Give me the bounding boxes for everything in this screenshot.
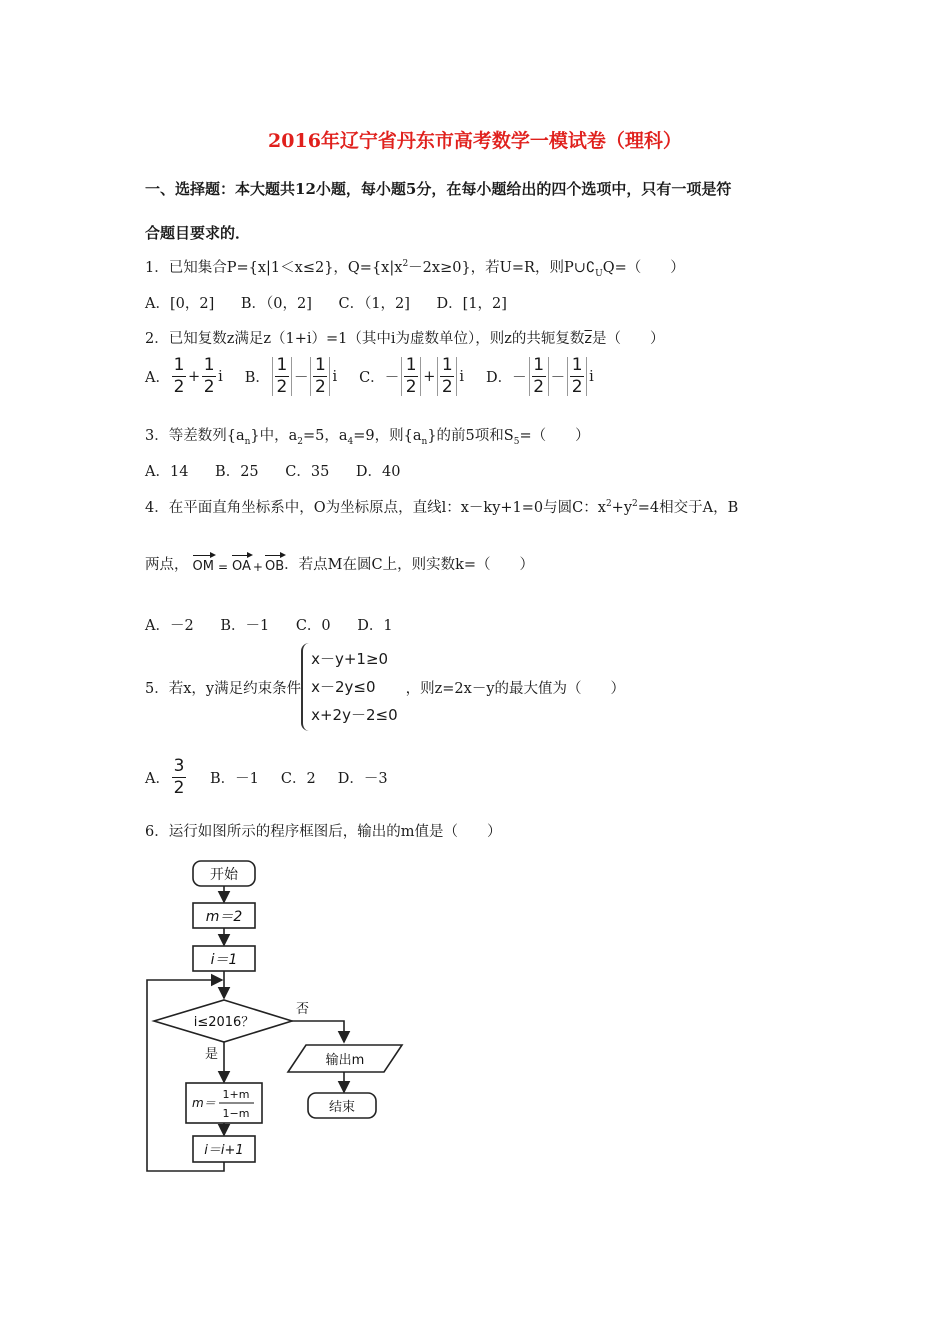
q2-option-c[interactable] [359,357,464,396]
q3-sub-5: 5 [513,436,520,447]
q1-sup: 2 [402,259,409,270]
q1-option-b[interactable]: B．（0，2] [240,296,312,312]
q3-option-a[interactable]: A．14 [145,464,189,480]
q4-sup-1: 2 [605,499,612,510]
fraction [401,357,421,396]
question-1-options [145,292,529,313]
flow-yes-label: 是 [205,1047,219,1062]
flow-increment-text: i＝i+1 [204,1143,244,1158]
question-4-options [145,614,415,635]
q2-option-d[interactable] [486,357,594,396]
flow-assign-lhs: m＝ [192,1096,216,1110]
fraction-num: 1 [533,355,545,375]
q3-sub-n: n [244,436,251,447]
q2-option-c-sign: － [384,370,400,386]
q2-option-a[interactable] [145,357,223,396]
q4-option-b[interactable]: B．－1 [220,618,270,634]
flow-no-label: 否 [296,1002,310,1017]
fraction-num: 1 [405,355,417,375]
q2-option-a-label: A． [145,370,170,386]
q3-option-b[interactable]: B．25 [215,464,259,480]
fraction-num: 1 [571,355,583,375]
q3-sub-4: 4 [347,436,354,447]
fraction-den: 2 [533,377,545,397]
q5-option-a-label: A． [145,771,170,787]
q4-plus: + [252,560,263,574]
q2-option-b-mid-sign: － [293,370,309,386]
fraction [310,357,330,396]
q4-option-d[interactable]: D．1 [357,618,393,634]
flow-assign-den: 1−m [222,1107,250,1120]
flowchart [140,855,410,1180]
fraction [567,357,587,396]
constraint-system [301,643,406,731]
flow-init-m-text: m＝2 [205,909,243,925]
flow-start-text: 开始 [210,867,238,883]
question-6: 6．运行如图所示的程序框图后，输出的m值是（ ） [145,824,502,840]
flow-assign-num: 1+m [222,1088,250,1101]
fraction [529,357,549,396]
constraint-1: x－y+1≥0 [311,650,389,668]
question-5 [145,643,625,731]
question-3 [145,424,590,447]
q3-option-c[interactable]: C．35 [285,464,330,480]
q3-text-a: 3．等差数列{a [145,428,245,444]
q5-option-a[interactable] [145,758,188,797]
fraction [172,357,186,396]
imag-unit: i [218,368,223,385]
q1-text-a: 1．已知集合P={x|1＜x≤2}，Q={x|x [145,260,403,276]
question-3-options [145,460,423,481]
fraction-den: 2 [405,377,417,397]
q5-option-b[interactable]: B．－1 [209,771,259,787]
q2-text-b: 是（ ） [592,331,665,347]
fraction-num: 1 [276,355,288,375]
q5-text-a: 5．若x，y满足约束条件 [145,680,302,697]
q2-option-d-mid-sign: － [550,370,566,386]
q2-option-d-sign: － [512,370,527,386]
q3-text-d: =9，则{a [353,428,422,444]
q5-text-b: ，则z=2x－y的最大值为（ ） [405,680,626,697]
question-1 [145,256,685,279]
fraction-den: 2 [173,377,185,397]
fraction-num: 1 [315,355,326,375]
flow-condition-text: i≤2016？ [193,1015,255,1030]
fraction-num: 1 [203,355,215,375]
fraction-num: 1 [173,355,185,375]
q1-option-c[interactable]: C．（1，2] [338,296,410,312]
q4-text-a: 4．在平面直角坐标系中，O为坐标原点，直线l：x－ky+1=0与圆C：x [145,500,606,516]
q3-text-f: =（ ） [519,428,590,444]
q2-option-b[interactable] [245,357,337,396]
q4-line2-b: ．若点M在圆C上，则实数k=（ ） [284,557,535,573]
fraction-num: 1 [441,355,453,375]
constraint-2: x－2y≤0 [311,678,376,696]
q1-text-b: －2x≥0}，若U=R，则P∪∁ [408,260,596,276]
question-2 [145,327,665,348]
q4-sup-2: 2 [632,499,638,510]
flow-end-text: 结束 [328,1100,356,1115]
q4-option-a[interactable]: A．－2 [145,618,194,634]
q2-conjugate-z: $\overline{z}$ [584,331,593,347]
imag-unit: i [589,368,594,385]
q2-option-c-mid-sign: + [423,368,436,385]
q3-option-d[interactable]: D．40 [355,464,401,480]
vector-om: OM [193,553,214,574]
q1-text-c: Q=（ ） [602,260,685,276]
q3-sub-2: 2 [297,436,304,447]
q4-eq: = [217,560,229,574]
section-heading-line1: 一、选择题：本大题共12小题，每小题5分，在每小题给出的四个选项中，只有一项是符 [145,180,732,198]
q4-text-b: +y [611,500,633,516]
question-4-line2 [145,553,534,574]
q2-option-b-label: B． [244,370,270,386]
imag-unit: i [459,368,464,385]
q3-sub-n2: n [421,436,428,447]
q3-text-e: }的前5项和S [427,428,514,444]
fraction-den: 2 [571,377,583,397]
q5-option-d[interactable]: D．－3 [337,771,388,787]
fraction-den: 2 [173,778,185,798]
q2-option-a-mid-sign: + [187,368,201,385]
fraction-den: 2 [441,377,453,397]
imag-unit: i [332,368,338,385]
fraction [272,357,292,396]
fraction-num: 3 [173,756,185,776]
q3-text-c: =5，a [303,428,348,444]
flow-init-i-text: i＝1 [210,952,238,968]
q4-line2-a: 两点， [145,557,189,573]
q4-text-c: =4相交于A，B [637,500,739,516]
q2-text-a: 2．已知复数z满足z（1+i）=1（其中i为虚数单位），则z的共轭复数 [145,331,585,347]
question-2-options [145,357,594,396]
q2-option-c-label: C． [359,370,385,386]
fraction-den: 2 [203,377,215,397]
q3-text-b: }中，a [250,428,298,444]
fraction [437,357,457,396]
q5-option-c[interactable]: C．2 [280,771,316,787]
question-4 [145,496,738,517]
q1-option-d[interactable]: D．[1，2] [436,296,507,312]
fraction [172,758,186,797]
q4-option-c[interactable]: C．0 [295,618,331,634]
vector-ob: OB [265,553,284,574]
vector-oa: OA [232,553,251,574]
fraction-den: 2 [276,377,288,397]
q1-option-a[interactable]: A．[0，2] [145,296,215,312]
flow-output-text: 输出m [325,1053,365,1068]
question-5-options [145,758,388,797]
page-title: 2016年辽宁省丹东市高考数学一模试卷（理科） [268,130,682,152]
section-heading-line2: 合题目要求的． [145,224,251,242]
constraint-3: x+2y－2≤0 [311,706,398,724]
fraction [202,357,216,396]
fraction-den: 2 [315,377,326,397]
q1-sub: U [595,268,603,279]
q2-option-d-label: D． [485,370,513,386]
